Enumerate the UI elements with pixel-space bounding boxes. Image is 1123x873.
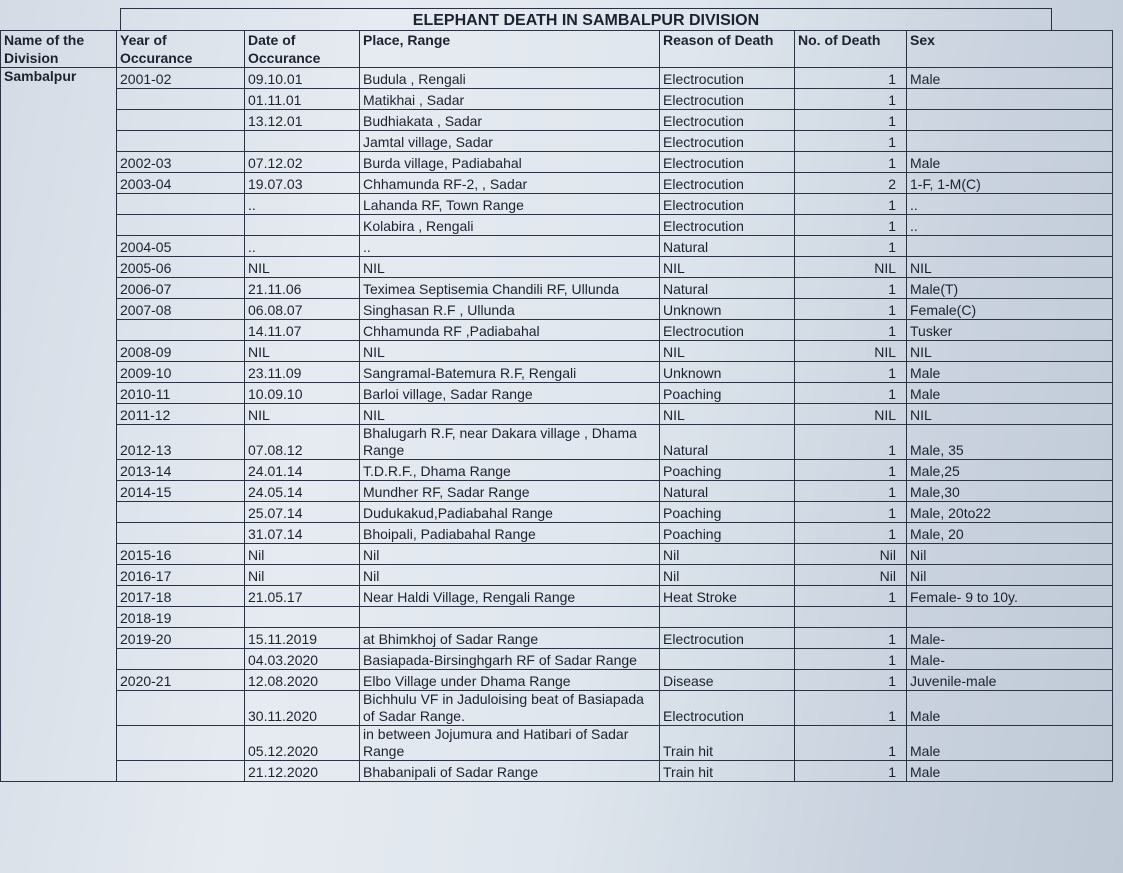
cell-date: 15.11.2019 — [245, 628, 360, 649]
cell-date: Nil — [245, 565, 360, 586]
header-row — [1, 31, 1113, 68]
cell-place: NIL — [360, 257, 660, 278]
cell-count: 1 — [795, 68, 907, 89]
cell-count: Nil — [795, 544, 907, 565]
cell-reason — [660, 649, 795, 670]
table-row — [1, 607, 1113, 628]
cell-reason: Electrocution — [660, 194, 795, 215]
cell-reason: Electrocution — [660, 173, 795, 194]
cell-date: 10.09.10 — [245, 383, 360, 404]
cell-date: 01.11.01 — [245, 89, 360, 110]
cell-place: Bichhulu VF in Jaduloising beat of Basiapada of Sadar Range. — [360, 691, 660, 726]
cell-reason: Nil — [660, 565, 795, 586]
cell-date: .. — [245, 194, 360, 215]
cell-count: NIL — [795, 341, 907, 362]
cell-place — [360, 607, 660, 628]
cell-year: 2020-21 — [117, 670, 245, 691]
table-row — [1, 628, 1113, 649]
cell-date: 06.08.07 — [245, 299, 360, 320]
cell-date: 05.12.2020 — [245, 726, 360, 761]
cell-sex: Male — [907, 68, 1113, 89]
cell-date: 21.12.2020 — [245, 761, 360, 782]
cell-year: 2003-04 — [117, 173, 245, 194]
cell-count: 1 — [795, 89, 907, 110]
cell-year: 2016-17 — [117, 565, 245, 586]
table-row — [1, 152, 1113, 173]
cell-date: 14.11.07 — [245, 320, 360, 341]
cell-reason: Heat Stroke — [660, 586, 795, 607]
cell-sex: Male,30 — [907, 481, 1113, 502]
cell-date: 07.12.02 — [245, 152, 360, 173]
cell-count: 1 — [795, 383, 907, 404]
cell-count: 1 — [795, 110, 907, 131]
cell-reason: NIL — [660, 257, 795, 278]
cell-count: 1 — [795, 502, 907, 523]
cell-sex — [907, 131, 1113, 152]
cell-place: Matikhai , Sadar — [360, 89, 660, 110]
cell-year: 2004-05 — [117, 236, 245, 257]
table-row — [1, 460, 1113, 481]
cell-date: 24.05.14 — [245, 481, 360, 502]
table-row — [1, 383, 1113, 404]
cell-year: 2007-08 — [117, 299, 245, 320]
cell-year: 2015-16 — [117, 544, 245, 565]
cell-count: 1 — [795, 649, 907, 670]
cell-place: Basiapada-Birsinghgarh RF of Sadar Range — [360, 649, 660, 670]
cell-reason: Disease — [660, 670, 795, 691]
cell-count: 1 — [795, 236, 907, 257]
cell-reason: Electrocution — [660, 628, 795, 649]
cell-place: Chhamunda RF ,Padiabahal — [360, 320, 660, 341]
cell-year: 2011-12 — [117, 404, 245, 425]
cell-count: 2 — [795, 173, 907, 194]
cell-sex: Male, 35 — [907, 425, 1113, 460]
cell-count: Nil — [795, 565, 907, 586]
cell-count: 1 — [795, 628, 907, 649]
cell-place: at Bhimkhoj of Sadar Range — [360, 628, 660, 649]
cell-count: 1 — [795, 215, 907, 236]
cell-place: Near Haldi Village, Rengali Range — [360, 586, 660, 607]
cell-reason: Unknown — [660, 299, 795, 320]
table-row — [1, 670, 1113, 691]
cell-reason: Poaching — [660, 502, 795, 523]
cell-year: 2002-03 — [117, 152, 245, 173]
cell-place: Nil — [360, 565, 660, 586]
cell-count: 1 — [795, 460, 907, 481]
cell-year: 2005-06 — [117, 257, 245, 278]
cell-year — [117, 649, 245, 670]
cell-sex: Male- — [907, 628, 1113, 649]
cell-sex: NIL — [907, 404, 1113, 425]
cell-date: NIL — [245, 257, 360, 278]
table-row — [1, 341, 1113, 362]
cell-place: Nil — [360, 544, 660, 565]
cell-reason: Natural — [660, 278, 795, 299]
cell-year: 2019-20 — [117, 628, 245, 649]
table-row — [1, 523, 1113, 544]
cell-year: 2012-13 — [117, 425, 245, 460]
cell-reason: Electrocution — [660, 131, 795, 152]
cell-date: 31.07.14 — [245, 523, 360, 544]
table-row — [1, 173, 1113, 194]
cell-year — [117, 761, 245, 782]
cell-reason: Electrocution — [660, 691, 795, 726]
cell-reason: Poaching — [660, 523, 795, 544]
table-row — [1, 544, 1113, 565]
cell-date: NIL — [245, 341, 360, 362]
table-row — [1, 89, 1113, 110]
cell-year: 2001-02 — [117, 68, 245, 89]
cell-year: 2006-07 — [117, 278, 245, 299]
cell-count: 1 — [795, 481, 907, 502]
cell-count: NIL — [795, 257, 907, 278]
cell-place: Barloi village, Sadar Range — [360, 383, 660, 404]
cell-reason: NIL — [660, 404, 795, 425]
table-row — [1, 481, 1113, 502]
cell-reason: NIL — [660, 341, 795, 362]
cell-year — [117, 215, 245, 236]
table-body — [1, 68, 1113, 782]
cell-sex — [907, 110, 1113, 131]
cell-date: NIL — [245, 404, 360, 425]
cell-sex: NIL — [907, 341, 1113, 362]
cell-place: NIL — [360, 404, 660, 425]
table-row — [1, 362, 1113, 383]
table-row — [1, 565, 1113, 586]
cell-year — [117, 194, 245, 215]
cell-year: 2018-19 — [117, 607, 245, 628]
table-row — [1, 404, 1113, 425]
cell-date: 07.08.12 — [245, 425, 360, 460]
cell-sex: Female- 9 to 10y. — [907, 586, 1113, 607]
cell-place: NIL — [360, 341, 660, 362]
cell-place: Chhamunda RF-2, , Sadar — [360, 173, 660, 194]
cell-year — [117, 523, 245, 544]
cell-place: Dudukakud,Padiabahal Range — [360, 502, 660, 523]
cell-sex: Nil — [907, 565, 1113, 586]
table-row — [1, 586, 1113, 607]
table-row — [1, 691, 1113, 726]
elephant-death-table — [0, 30, 1113, 782]
cell-year: 2014-15 — [117, 481, 245, 502]
cell-reason: Electrocution — [660, 215, 795, 236]
table-row — [1, 425, 1113, 460]
table-row — [1, 110, 1113, 131]
table-row — [1, 215, 1113, 236]
cell-reason: Natural — [660, 425, 795, 460]
cell-year — [117, 131, 245, 152]
cell-year: 2017-18 — [117, 586, 245, 607]
cell-year — [117, 502, 245, 523]
document-title: ELEPHANT DEATH IN SAMBALPUR DIVISION — [120, 8, 1052, 31]
cell-sex: Male, 20to22 — [907, 502, 1113, 523]
cell-sex: Male(T) — [907, 278, 1113, 299]
table-row — [1, 194, 1113, 215]
table-row — [1, 649, 1113, 670]
cell-place: Bhoipali, Padiabahal Range — [360, 523, 660, 544]
table-row — [1, 236, 1113, 257]
cell-reason: Nil — [660, 544, 795, 565]
header-place: Place, Range — [360, 31, 660, 68]
cell-sex — [907, 236, 1113, 257]
cell-count: NIL — [795, 404, 907, 425]
cell-place: .. — [360, 236, 660, 257]
cell-year: 2013-14 — [117, 460, 245, 481]
cell-sex: Male,25 — [907, 460, 1113, 481]
cell-year: 2009-10 — [117, 362, 245, 383]
cell-place: Singhasan R.F , Ullunda — [360, 299, 660, 320]
cell-sex: .. — [907, 194, 1113, 215]
cell-sex: Male — [907, 362, 1113, 383]
cell-place: Budula , Rengali — [360, 68, 660, 89]
cell-date — [245, 131, 360, 152]
header-count: No. of Death — [795, 31, 907, 68]
cell-count — [795, 607, 907, 628]
cell-sex: Male, 20 — [907, 523, 1113, 544]
cell-date: 21.11.06 — [245, 278, 360, 299]
table-row — [1, 502, 1113, 523]
cell-sex: Male — [907, 726, 1113, 761]
cell-count: 1 — [795, 523, 907, 544]
cell-date: 12.08.2020 — [245, 670, 360, 691]
cell-year — [117, 320, 245, 341]
cell-place: T.D.R.F., Dhama Range — [360, 460, 660, 481]
division-name-cell: Sambalpur — [1, 68, 117, 782]
table-row — [1, 726, 1113, 761]
cell-date: Nil — [245, 544, 360, 565]
table-row — [1, 299, 1113, 320]
cell-place: Burda village, Padiabahal — [360, 152, 660, 173]
cell-count: 1 — [795, 362, 907, 383]
cell-year: 2010-11 — [117, 383, 245, 404]
cell-place: Sangramal-Batemura R.F, Rengali — [360, 362, 660, 383]
cell-date: 09.10.01 — [245, 68, 360, 89]
cell-date: 13.12.01 — [245, 110, 360, 131]
header-year: Year of Occurance — [117, 31, 245, 68]
cell-place: Elbo Village under Dhama Range — [360, 670, 660, 691]
cell-sex: Male- — [907, 649, 1113, 670]
cell-place: in between Jojumura and Hatibari of Sadar Range — [360, 726, 660, 761]
cell-count: 1 — [795, 152, 907, 173]
cell-sex: NIL — [907, 257, 1113, 278]
cell-place: Mundher RF, Sadar Range — [360, 481, 660, 502]
cell-reason: Electrocution — [660, 152, 795, 173]
cell-reason: Train hit — [660, 726, 795, 761]
header-reason: Reason of Death — [660, 31, 795, 68]
cell-date: 21.05.17 — [245, 586, 360, 607]
cell-reason: Poaching — [660, 383, 795, 404]
cell-date: .. — [245, 236, 360, 257]
cell-reason: Train hit — [660, 761, 795, 782]
cell-sex: Male — [907, 383, 1113, 404]
table-row — [1, 320, 1113, 341]
cell-count: 1 — [795, 670, 907, 691]
cell-count: 1 — [795, 586, 907, 607]
cell-date: 23.11.09 — [245, 362, 360, 383]
cell-year — [117, 110, 245, 131]
cell-sex: Nil — [907, 544, 1113, 565]
table-row — [1, 257, 1113, 278]
cell-reason: Unknown — [660, 362, 795, 383]
cell-place: Budhiakata , Sadar — [360, 110, 660, 131]
cell-sex: .. — [907, 215, 1113, 236]
cell-place: Jamtal village, Sadar — [360, 131, 660, 152]
cell-year — [117, 89, 245, 110]
cell-sex: Female(C) — [907, 299, 1113, 320]
cell-reason: Electrocution — [660, 89, 795, 110]
cell-place: Kolabira , Rengali — [360, 215, 660, 236]
header-division: Name of the Division — [1, 31, 117, 68]
cell-sex: Juvenile-male — [907, 670, 1113, 691]
table-row — [1, 68, 1113, 89]
table-row — [1, 278, 1113, 299]
cell-count: 1 — [795, 425, 907, 460]
cell-reason — [660, 607, 795, 628]
cell-count: 1 — [795, 194, 907, 215]
cell-count: 1 — [795, 278, 907, 299]
table-row — [1, 131, 1113, 152]
header-sex: Sex — [907, 31, 1113, 68]
cell-sex: 1-F, 1-M(C) — [907, 173, 1113, 194]
cell-date — [245, 607, 360, 628]
cell-sex: Tusker — [907, 320, 1113, 341]
cell-place: Lahanda RF, Town Range — [360, 194, 660, 215]
cell-place: Bhalugarh R.F, near Dakara village , Dhama Range — [360, 425, 660, 460]
cell-sex: Male — [907, 761, 1113, 782]
cell-reason: Electrocution — [660, 320, 795, 341]
cell-count: 1 — [795, 299, 907, 320]
cell-count: 1 — [795, 131, 907, 152]
cell-date: 19.07.03 — [245, 173, 360, 194]
cell-sex — [907, 89, 1113, 110]
cell-date: 24.01.14 — [245, 460, 360, 481]
table-row — [1, 761, 1113, 782]
cell-reason: Natural — [660, 236, 795, 257]
cell-year — [117, 691, 245, 726]
cell-reason: Electrocution — [660, 68, 795, 89]
cell-sex — [907, 607, 1113, 628]
cell-date — [245, 215, 360, 236]
cell-reason: Electrocution — [660, 110, 795, 131]
cell-reason: Poaching — [660, 460, 795, 481]
cell-place: Teximea Septisemia Chandili RF, Ullunda — [360, 278, 660, 299]
cell-count: 1 — [795, 691, 907, 726]
cell-sex: Male — [907, 691, 1113, 726]
cell-date: 04.03.2020 — [245, 649, 360, 670]
cell-date: 30.11.2020 — [245, 691, 360, 726]
cell-count: 1 — [795, 726, 907, 761]
cell-year: 2008-09 — [117, 341, 245, 362]
cell-sex: Male — [907, 152, 1113, 173]
cell-place: Bhabanipali of Sadar Range — [360, 761, 660, 782]
header-date: Date of Occurance — [245, 31, 360, 68]
cell-year — [117, 726, 245, 761]
cell-count: 1 — [795, 320, 907, 341]
cell-count: 1 — [795, 761, 907, 782]
cell-reason: Natural — [660, 481, 795, 502]
cell-date: 25.07.14 — [245, 502, 360, 523]
